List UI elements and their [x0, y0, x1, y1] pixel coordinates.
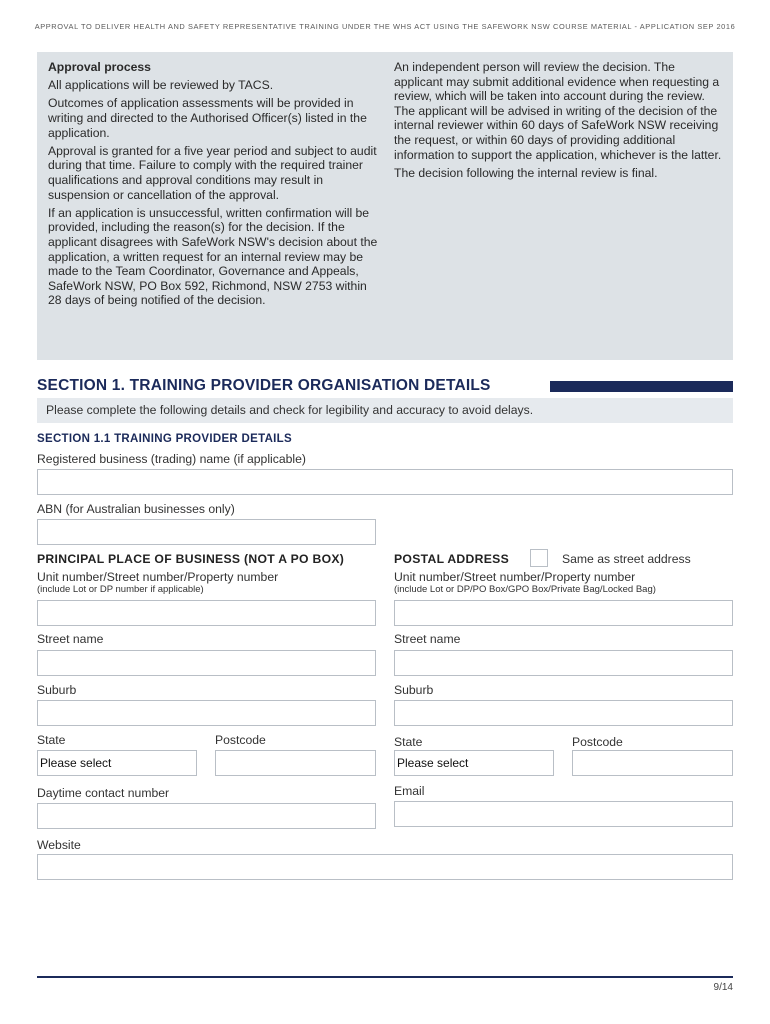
postal-address-heading: POSTAL ADDRESS [394, 552, 510, 566]
postal-street-field[interactable] [394, 650, 733, 676]
email-field[interactable] [394, 801, 733, 827]
principal-unit-field[interactable] [37, 600, 376, 626]
footer-divider [37, 976, 733, 978]
approval-paragraph: The decision following the internal review is final. [394, 165, 658, 180]
postal-suburb-label: Suburb [394, 683, 434, 697]
postal-unit-field[interactable] [394, 600, 733, 626]
subsection-title: SECTION 1.1 TRAINING PROVIDER DETAILS [37, 433, 292, 445]
running-header: APPROVAL TO DELIVER HEALTH AND SAFETY REPRESENTATIVE TRAINING UNDER THE WHS ACT USING THE SAFEWORK NSW COURSE MATERIAL - APPLICATION SEP 2016 [34, 22, 736, 31]
principal-postcode-label: Postcode [215, 733, 266, 747]
principal-suburb-label: Suburb [37, 683, 77, 697]
principal-state-label: State [37, 733, 66, 747]
approval-left-column [48, 60, 380, 311]
principal-postcode-field[interactable] [215, 750, 376, 776]
approval-paragraph: Outcomes of application assessments will be provided in writing and directed to the Authorised Officer(s) listed in the application. [48, 96, 367, 140]
website-field[interactable] [37, 854, 733, 880]
daytime-contact-field[interactable] [37, 803, 376, 829]
section-title-bar [550, 381, 733, 392]
postal-state-select[interactable]: Please select [394, 750, 554, 776]
website-label: Website [37, 838, 81, 852]
same-as-street-label: Same as street address [562, 552, 691, 566]
principal-suburb-field[interactable] [37, 700, 376, 726]
abn-label: ABN (for Australian businesses only) [37, 502, 235, 516]
principal-street-field[interactable] [37, 650, 376, 676]
business-name-field[interactable] [37, 469, 733, 495]
postal-street-label: Street name [394, 632, 461, 646]
principal-unit-label: Unit number/Street number/Property number [37, 570, 279, 584]
approval-paragraph: All applications will be reviewed by TACS. [48, 78, 274, 93]
section-title: SECTION 1. TRAINING PROVIDER ORGANISATION DETAILS [37, 377, 491, 394]
abn-field[interactable] [37, 519, 376, 545]
business-name-label: Registered business (trading) name (if applicable) [37, 452, 306, 466]
principal-address-heading: PRINCIPAL PLACE OF BUSINESS (NOT A PO BOX) [37, 552, 345, 566]
postal-postcode-field[interactable] [572, 750, 733, 776]
page-number: 9/14 [713, 982, 733, 993]
same-as-street-checkbox[interactable] [530, 549, 548, 567]
approval-right-column [394, 60, 724, 184]
approval-title: Approval process [48, 60, 151, 74]
postal-unit-label: Unit number/Street number/Property number [394, 570, 636, 584]
principal-unit-note: (include Lot or DP number if applicable) [37, 584, 204, 595]
approval-paragraph: Approval is granted for a five year period and subject to audit during that time. Failure to comply with the required trainer qualifications and approval conditions may result in suspension or cancellation of the approval. [48, 143, 377, 202]
postal-suburb-field[interactable] [394, 700, 733, 726]
postal-postcode-label: Postcode [572, 735, 623, 749]
daytime-contact-label: Daytime contact number [37, 786, 170, 800]
postal-unit-note: (include Lot or DP/PO Box/GPO Box/Private Bag/Locked Bag) [394, 584, 656, 595]
principal-street-label: Street name [37, 632, 104, 646]
principal-state-select[interactable]: Please select [37, 750, 197, 776]
approval-process-panel [37, 52, 733, 360]
approval-paragraph: If an application is unsuccessful, written confirmation will be provided, including the reason(s) for the decision. If the applicant disagrees with SafeWork NSW's decision about the application, a written request for an internal review may be made to the Team Coordinator, Governance and Appeals, SafeWork NSW, PO Box 592, Richmond, NSW 2753 within 28 days of being notified of the decision. [48, 205, 378, 308]
section-instruction: Please complete the following details and check for legibility and accuracy to avoid delays. [37, 398, 733, 423]
email-label: Email [394, 784, 425, 798]
postal-state-label: State [394, 735, 423, 749]
approval-paragraph: An independent person will review the decision. The applicant may submit additional evidence when requesting a review, which will be taken into account during the review. The applicant will be advised in writing of the decision of the internal reviewer within 60 days of SafeWork NSW receiving the request, or within 60 days of providing additional information to support the application, whichever is the latter. [394, 60, 722, 162]
